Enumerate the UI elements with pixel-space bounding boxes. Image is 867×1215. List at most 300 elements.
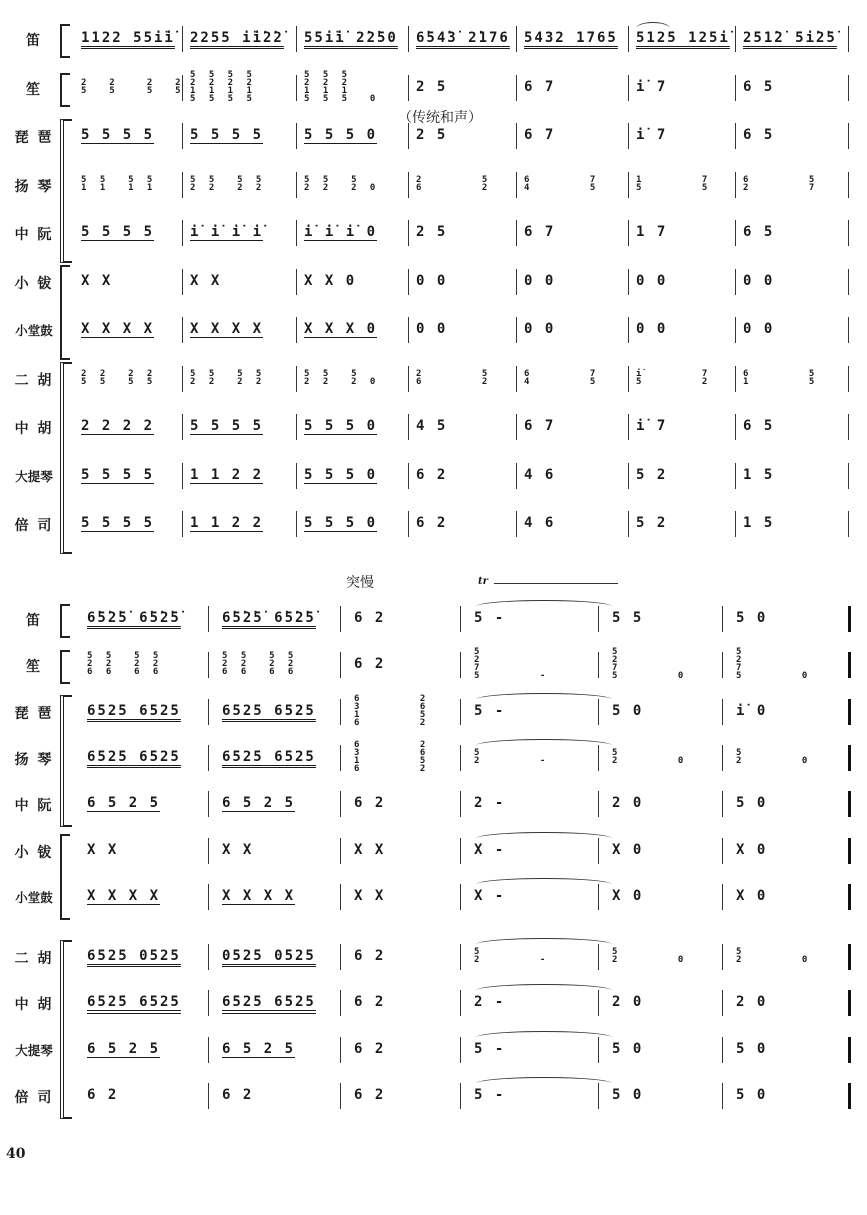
barline — [848, 317, 849, 343]
instrument-label: 小堂鼓 — [15, 323, 53, 338]
barline — [296, 220, 297, 246]
barline — [182, 172, 183, 198]
measure-notes: 6 5 — [743, 224, 775, 240]
barline — [628, 75, 629, 101]
barline — [296, 172, 297, 198]
staff-row — [0, 936, 867, 976]
barline — [340, 1083, 341, 1109]
instrument-label: 中 阮 — [14, 227, 54, 243]
measure-notes: 0 0 — [416, 272, 448, 289]
measure-notes: 6 5 2 7 — [743, 174, 819, 193]
barline — [460, 838, 461, 864]
barline — [848, 414, 849, 440]
measure-notes: 6 5 — [743, 78, 775, 95]
measure-notes: 2 2 2 2 5 5 5 5 — [81, 368, 157, 387]
measure-notes: 2 5 6 2 — [416, 174, 492, 193]
staff-row — [0, 1029, 867, 1069]
barline — [296, 317, 297, 343]
measure-notes: 6 5 — [743, 418, 775, 434]
barline — [735, 123, 736, 149]
barline — [460, 791, 461, 817]
measure-notes: 6 5 — [743, 127, 775, 143]
measure-notes: 2 0 — [612, 795, 644, 812]
tie-slur — [476, 1031, 612, 1044]
measure-notes: 5 5 5 5 1 1 1 1 — [81, 174, 157, 193]
barline — [340, 990, 341, 1016]
measure-notes: X X X X — [222, 887, 296, 904]
measure-notes: i̇ 7 — [636, 127, 668, 143]
measure-notes: 5 2 0 — [736, 947, 812, 966]
staff-bracket — [60, 362, 72, 554]
instrument-label: 中 胡 — [14, 997, 54, 1014]
measure-notes: 0 0 — [743, 272, 775, 289]
measure-notes: 6525 6525 — [87, 748, 181, 765]
staff-row — [0, 598, 867, 638]
barline — [848, 944, 851, 970]
barline — [208, 884, 209, 910]
measure-notes: 2 2 2 2 — [81, 418, 155, 434]
staff-bracket — [60, 940, 72, 1119]
staff-row — [0, 737, 867, 777]
measure-notes: 5 2 — [636, 466, 668, 483]
measure-notes: 6525 6525 — [222, 702, 316, 719]
barline — [408, 317, 409, 343]
measure-notes: 4 6 — [524, 515, 556, 531]
tie-slur — [476, 984, 612, 997]
barline — [340, 791, 341, 817]
measure-notes: 2 5 — [416, 78, 448, 95]
measure-notes: 6 2 — [354, 1087, 386, 1103]
measure-notes: 4 6 — [524, 466, 556, 483]
measure-notes: 5 2 - — [474, 747, 550, 766]
barline — [296, 26, 297, 52]
staff-bracket — [60, 119, 72, 263]
barline — [208, 990, 209, 1016]
barline — [460, 944, 461, 970]
instrument-label: 笙 — [26, 659, 42, 676]
barline — [208, 699, 209, 725]
barline — [722, 1083, 723, 1109]
barline — [408, 366, 409, 392]
barline — [182, 75, 183, 101]
instrument-label: 琵 琶 — [14, 705, 54, 722]
barline — [722, 990, 723, 1016]
measure-notes: X X — [354, 887, 386, 904]
barline — [848, 75, 849, 101]
measure-notes: 5 - — [474, 1040, 506, 1057]
instrument-label: 扬 琴 — [14, 178, 54, 195]
staff-row — [0, 644, 867, 684]
barline — [516, 511, 517, 537]
measure-notes: 5 5 5 2 2 2 0 — [304, 368, 380, 387]
measure-notes: 6525 0525 — [87, 948, 181, 965]
barline — [296, 463, 297, 489]
measure-notes: 251̇2̇ 5i̇2̇5̇ — [743, 30, 837, 46]
barline — [182, 414, 183, 440]
measure-notes: 5 0 — [612, 1087, 644, 1103]
staff-row — [0, 503, 867, 543]
instrument-label: 扬 琴 — [14, 751, 54, 768]
measure-notes: X X X X — [81, 321, 155, 337]
barline — [182, 26, 183, 52]
barline — [516, 463, 517, 489]
staff-row — [0, 783, 867, 823]
barline — [296, 366, 297, 392]
measure-notes: 5 0 — [612, 1040, 644, 1057]
measure-notes: 6 5 1 5 — [743, 368, 819, 387]
barline — [460, 652, 461, 678]
measure-notes: 0 0 — [416, 321, 448, 337]
barline — [848, 366, 849, 392]
instrument-label: 小 钹 — [14, 275, 54, 292]
measure-notes: 6 2 — [354, 948, 386, 965]
instrument-label: 大提琴 — [15, 1042, 53, 1058]
barline — [628, 269, 629, 295]
barline — [516, 366, 517, 392]
barline — [182, 366, 183, 392]
barline — [848, 652, 851, 678]
measure-notes: 5 5 5 5 2 2 2 2 — [190, 368, 266, 387]
measure-notes: 5 5 5 5 2 2 2 2 6 6 6 6 — [222, 651, 298, 678]
measure-notes: 6 5 2 5 — [222, 795, 296, 812]
barline — [182, 269, 183, 295]
measure-notes: X X X X — [190, 321, 264, 337]
barline — [516, 220, 517, 246]
measure-notes: 0 0 — [636, 321, 668, 337]
barline — [182, 317, 183, 343]
barline — [722, 1037, 723, 1063]
staff-row — [0, 358, 867, 398]
measure-notes: 2 - — [474, 795, 506, 812]
barline — [848, 463, 849, 489]
barline — [735, 317, 736, 343]
barline — [408, 26, 409, 52]
measure-notes: 6525 6525 — [87, 702, 181, 719]
measure-notes: 2 2 2 2 5 5 5 5 — [81, 77, 185, 96]
measure-notes: i̇ 7 — [636, 418, 668, 434]
measure-notes: 5125 125i̇ — [636, 30, 730, 46]
barline — [208, 745, 209, 771]
measure-notes: 5 5 5 5 2 2 2 2 1 1 1 1 5 5 5 5 — [190, 69, 256, 104]
barline — [208, 606, 209, 632]
barline — [848, 745, 851, 771]
instrument-label: 笙 — [26, 81, 42, 98]
measure-notes: 6 2 — [354, 656, 386, 673]
measure-notes: X 0 — [612, 887, 644, 904]
barline — [296, 75, 297, 101]
barline — [735, 220, 736, 246]
tie-slur — [476, 938, 612, 951]
barline — [208, 652, 209, 678]
barline — [208, 791, 209, 817]
instrument-label: 小 钹 — [14, 844, 54, 861]
measure-notes: 5 5 5 5 2 2 2 2 6 6 6 6 — [87, 651, 163, 678]
barline — [735, 414, 736, 440]
measure-notes: 6525 6525 — [222, 748, 316, 765]
measure-notes: 5 5 5 0 — [304, 515, 378, 531]
barline — [735, 172, 736, 198]
measure-notes: 2 5 — [416, 224, 448, 240]
barline — [408, 414, 409, 440]
barline — [722, 606, 723, 632]
measure-notes: 5 5 5 0 — [304, 127, 378, 143]
measure-notes: X X X 0 — [304, 321, 378, 337]
barline — [722, 699, 723, 725]
barline — [848, 990, 851, 1016]
measure-notes: 6 7 — [524, 78, 556, 95]
measure-notes: 6 5 2 5 — [87, 1040, 161, 1057]
measure-notes: 6 5 2 5 — [222, 1040, 296, 1057]
barline — [628, 366, 629, 392]
barline — [848, 699, 851, 725]
measure-notes: X X — [190, 272, 222, 289]
barline — [735, 463, 736, 489]
barline — [848, 838, 851, 864]
measure-notes: 4 5 — [416, 418, 448, 434]
barline — [628, 463, 629, 489]
barline — [848, 511, 849, 537]
instrument-label: 大提琴 — [15, 468, 53, 484]
barline — [628, 414, 629, 440]
measure-notes: 5 0 — [736, 1087, 768, 1103]
instrument-label: 二 胡 — [14, 951, 54, 968]
measure-notes: 5 - — [474, 610, 506, 626]
staff-row — [0, 876, 867, 916]
measure-notes: 5 0 — [736, 1040, 768, 1057]
barline — [628, 511, 629, 537]
measure-notes: 6̇5̇2̇5̇ 6̇5̇2̇5̇ — [222, 610, 316, 626]
barline — [628, 172, 629, 198]
measure-notes: 5 0 — [736, 795, 768, 812]
measure-notes: 6̇54̇3̇ 2̇176 — [416, 30, 510, 46]
staff-row — [0, 830, 867, 870]
measure-notes: 5 2 0 — [736, 747, 812, 766]
barline — [735, 269, 736, 295]
trill-extension-line — [494, 583, 618, 584]
barline — [735, 511, 736, 537]
barline — [722, 791, 723, 817]
barline — [340, 606, 341, 632]
measure-notes: 5 5 5 5 — [81, 224, 155, 240]
instrument-label: 中 胡 — [14, 421, 54, 437]
measure-notes: 5 - — [474, 702, 506, 719]
staff-bracket — [60, 73, 70, 107]
measure-notes: 5 5 5 5 — [81, 466, 155, 483]
barline — [460, 1037, 461, 1063]
measure-notes: 5 0 — [736, 610, 768, 626]
instrument-label: 二 胡 — [14, 372, 54, 389]
barline — [408, 269, 409, 295]
measure-notes: 5432 1765 — [524, 30, 618, 46]
measure-notes: 1 5 — [743, 466, 775, 483]
barline — [296, 123, 297, 149]
barline — [340, 838, 341, 864]
staff-row — [0, 982, 867, 1022]
barline — [460, 1083, 461, 1109]
barline — [340, 745, 341, 771]
measure-notes: 5 - — [474, 1087, 506, 1103]
measure-notes: 1 7 — [636, 224, 668, 240]
instrument-label: 倍 司 — [14, 518, 54, 534]
barline — [735, 26, 736, 52]
barline — [848, 1037, 851, 1063]
barline — [208, 838, 209, 864]
barline — [182, 220, 183, 246]
measure-notes: 5 5 5 5 — [190, 127, 264, 143]
staff-row — [0, 691, 867, 731]
harmony-annotation: （传统和声） — [398, 109, 482, 126]
measure-notes: 6 2 — [354, 994, 386, 1011]
measure-notes: 5 5 5 2 2 2 0 — [304, 174, 380, 193]
barline — [340, 884, 341, 910]
barline — [460, 699, 461, 725]
measure-notes: 0 0 — [636, 272, 668, 289]
barline — [408, 511, 409, 537]
measure-notes: 1 1 2 2 — [190, 515, 264, 531]
barline — [516, 26, 517, 52]
barline — [516, 123, 517, 149]
barline — [848, 791, 851, 817]
measure-notes: 6 2 — [416, 466, 448, 483]
barline — [722, 652, 723, 678]
measure-notes: 55i̇i̇ 2̇2̇50 — [304, 30, 398, 46]
barline — [182, 511, 183, 537]
staff-bracket — [60, 834, 70, 920]
measure-notes: 6 2 3 6 1 5 6 2 — [354, 693, 430, 728]
barline — [340, 699, 341, 725]
measure-notes: 0 0 — [524, 272, 556, 289]
measure-notes: 5 2 7 5 0 — [736, 647, 812, 682]
barline — [460, 990, 461, 1016]
measure-notes: X 0 — [612, 841, 644, 858]
staff-bracket — [60, 604, 70, 638]
measure-notes: 5 2 0 — [612, 747, 688, 766]
staff-bracket — [60, 265, 70, 360]
barline — [208, 1083, 209, 1109]
instrument-label: 小堂鼓 — [15, 889, 53, 905]
measure-notes: 6 2 — [87, 1087, 119, 1103]
barline — [460, 745, 461, 771]
measure-notes: 6̇5̇2̇5̇ 6̇5̇2̇5̇ — [87, 610, 181, 626]
barline — [340, 944, 341, 970]
barline — [722, 838, 723, 864]
measure-notes: 6525 6525 — [87, 994, 181, 1011]
barline — [408, 123, 409, 149]
barline — [208, 944, 209, 970]
barline — [848, 884, 851, 910]
measure-notes: 5 2 - — [474, 947, 550, 966]
tie-slur — [476, 600, 612, 613]
barline — [628, 317, 629, 343]
staff-row — [0, 406, 867, 446]
barline — [628, 26, 629, 52]
barline — [408, 75, 409, 101]
staff-row — [0, 18, 867, 58]
instrument-label: 笛 — [26, 33, 42, 49]
measure-notes: i̇ 0 — [736, 702, 768, 719]
barline — [208, 1037, 209, 1063]
barline — [460, 884, 461, 910]
measure-notes: 6 2 — [222, 1087, 254, 1103]
staff-row — [0, 164, 867, 204]
page-number: 40 — [6, 1146, 26, 1162]
barline — [460, 606, 461, 632]
barline — [628, 220, 629, 246]
staff-bracket — [60, 650, 70, 684]
measure-notes: 1 7 5 5 — [636, 174, 712, 193]
measure-notes: X - — [474, 841, 506, 858]
measure-notes: 5 5 5 5 — [81, 127, 155, 143]
measure-notes: 6 7 4 5 — [524, 174, 600, 193]
barline — [848, 269, 849, 295]
measure-notes: 2 5 — [416, 127, 448, 143]
measure-notes: 2 0 — [736, 994, 768, 1011]
barline — [516, 414, 517, 440]
measure-notes: 5 5 — [612, 610, 644, 626]
staff-row — [0, 67, 867, 107]
measure-notes: 6 2 — [354, 1040, 386, 1057]
barline — [296, 269, 297, 295]
measure-notes: 6 7 — [524, 418, 556, 434]
barline — [722, 745, 723, 771]
measure-notes: 6525 6525 — [222, 994, 316, 1011]
instrument-label: 笛 — [26, 613, 42, 629]
measure-notes: X - — [474, 887, 506, 904]
measure-notes: 1 5 — [743, 515, 775, 531]
tie-slur — [476, 1077, 612, 1090]
measure-notes: 1122 55i̇i̇ — [81, 30, 175, 46]
barline — [296, 414, 297, 440]
barline — [516, 317, 517, 343]
staff-row — [0, 212, 867, 252]
barline — [408, 463, 409, 489]
measure-notes: i̇ i̇ i̇ i̇ — [190, 224, 264, 240]
trill-mark: tr — [478, 576, 488, 587]
measure-notes: 5 2 7 5 0 — [612, 647, 688, 682]
staff-bracket — [60, 695, 72, 828]
barline — [848, 26, 849, 52]
measure-notes: 6 7 — [524, 127, 556, 143]
tempo-marking: 突慢 — [346, 575, 374, 591]
barline — [848, 172, 849, 198]
measure-notes: 5 5 5 5 — [81, 515, 155, 531]
measure-notes: 5 2 7 5 - — [474, 647, 550, 682]
barline — [848, 123, 849, 149]
barline — [598, 652, 599, 678]
staff-row — [0, 261, 867, 301]
measure-notes: 5 2 — [636, 515, 668, 531]
measure-notes: i̇ 7 5 2 — [636, 368, 712, 387]
barline — [516, 75, 517, 101]
measure-notes: 0 0 — [743, 321, 775, 337]
tie-slur — [476, 693, 612, 706]
measure-notes: i̇ i̇ i̇ 0 — [304, 224, 378, 240]
barline — [848, 1083, 851, 1109]
measure-notes: 0525 0525 — [222, 948, 316, 965]
measure-notes: X X — [87, 841, 119, 858]
instrument-label: 琵 琶 — [14, 130, 54, 146]
barline — [598, 791, 599, 817]
measure-notes: 1 1 2 2 — [190, 466, 264, 483]
measure-notes: 6 2 — [354, 610, 386, 626]
barline — [628, 123, 629, 149]
barline — [408, 172, 409, 198]
barline — [340, 652, 341, 678]
measure-notes: X X 0 — [304, 272, 357, 289]
barline — [848, 606, 851, 632]
barline — [722, 944, 723, 970]
measure-notes: 5 5 5 5 2 2 2 2 — [190, 174, 266, 193]
